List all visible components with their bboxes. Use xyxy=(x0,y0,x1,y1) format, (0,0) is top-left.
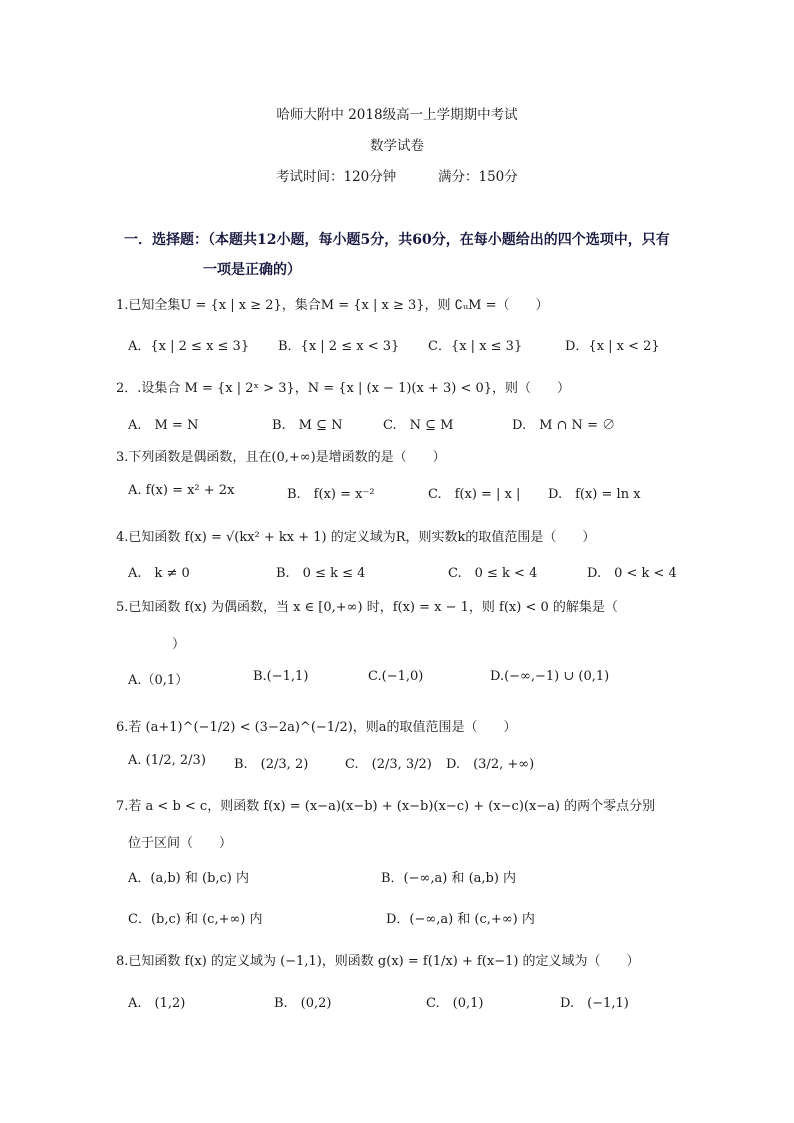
question-5-stem: 5.已知函数 f(x) 为偶函数，当 x ∈ [0,+∞) 时，f(x) = x − 1，则 f(x) < 0 的解集是（ xyxy=(116,600,618,615)
q7-option-d: D．(−∞,a) 和 (c,+∞) 内 xyxy=(386,912,535,927)
exam-title: 哈师大附中 2018级高一上学期期中考试 xyxy=(276,107,518,123)
q6-option-a: A. (1/2, 2/3) xyxy=(128,753,206,768)
full-score: 满分：150分 xyxy=(438,169,518,185)
q1-option-a: A．{x | 2 ≤ x ≤ 3} xyxy=(128,339,250,354)
question-3-stem: 3.下列函数是偶函数，且在(0,+∞)是增函数的是（ ） xyxy=(116,450,446,465)
q4-option-c: C. 0 ≤ k < 4 xyxy=(448,566,538,581)
q5-option-c: C.(−1,0) xyxy=(368,669,424,684)
question-7-stem: 7.若 a < b < c，则函数 f(x) = (x−a)(x−b) + (x−b)(x−c) + (x−c)(x−a) 的两个零点分别 xyxy=(116,799,656,814)
q7-option-c: C．(b,c) 和 (c,+∞) 内 xyxy=(128,912,263,927)
q6-option-d: D. (3/2, +∞) xyxy=(446,757,535,772)
q1-option-b: B．{x | 2 ≤ x < 3} xyxy=(278,339,400,354)
q2-option-b: B. M ⊆ N xyxy=(272,418,343,433)
q8-option-b: B. (0,2) xyxy=(274,996,332,1011)
q1-option-d: D．{x | x < 2} xyxy=(565,339,660,354)
section-title: 一．选择题：（本题共12小题，每小题5分，共60分，在每小题给出的四个选项中，只有 xyxy=(124,232,670,248)
q3-option-b: B. f(x) = x⁻² xyxy=(287,487,375,502)
q6-option-c: C. (2/3, 3/2) xyxy=(345,757,432,772)
q3-option-d: D. f(x) = ln x xyxy=(548,487,641,502)
question-5-stem-cont: ） xyxy=(172,637,186,652)
q5-option-a: A.（0,1） xyxy=(128,673,189,688)
q4-option-b: B. 0 ≤ k ≤ 4 xyxy=(276,566,366,581)
q3-option-c: C. f(x) = | x | xyxy=(428,487,521,502)
q3-option-a: A. f(x) = x² + 2x xyxy=(128,483,235,498)
subject-title: 数学试卷 xyxy=(370,138,424,154)
q2-option-a: A. M = N xyxy=(128,418,199,433)
q8-option-c: C. (0,1) xyxy=(426,996,484,1011)
question-2-stem: 2．.设集合 M = {x | 2ˣ > 3}，N = {x | (x − 1)(x + 3) < 0}，则（ ） xyxy=(116,381,571,396)
q8-option-a: A. (1,2) xyxy=(128,996,186,1011)
q1-option-c: C．{x | x ≤ 3} xyxy=(428,339,523,354)
question-4-stem: 4.已知函数 f(x) = √(kx² + kx + 1) 的定义域为R，则实数k的取值范围是（ ） xyxy=(116,530,596,545)
q7-option-a: A．(a,b) 和 (b,c) 内 xyxy=(128,871,250,886)
q8-option-d: D. (−1,1) xyxy=(560,996,629,1011)
exam-time: 考试时间：120分钟 xyxy=(276,169,397,185)
q5-option-b: B.(−1,1) xyxy=(253,669,309,684)
q7-option-b: B．(−∞,a) 和 (a,b) 内 xyxy=(381,871,517,886)
question-6-stem: 6.若 (a+1)^(−1/2) < (3−2a)^(−1/2)，则a的取值范围是（ ） xyxy=(116,720,517,735)
question-7-stem-cont: 位于区间（ ） xyxy=(128,836,233,851)
question-8-stem: 8.已知函数 f(x) 的定义域为 (−1,1)，则函数 g(x) = f(1/x) + f(x−1) 的定义域为（ ） xyxy=(116,954,640,969)
q2-option-c: C. N ⊆ M xyxy=(383,418,454,433)
q2-option-d: D. M ∩ N = ∅ xyxy=(512,418,616,433)
q5-option-d: D.(−∞,−1) ∪ (0,1) xyxy=(490,669,610,684)
section-title-cont: 一项是正确的） xyxy=(203,262,301,278)
q4-option-d: D. 0 < k < 4 xyxy=(587,566,677,581)
q4-option-a: A. k ≠ 0 xyxy=(128,566,190,581)
question-1-stem: 1.已知全集U = {x | x ≥ 2}，集合M = {x | x ≥ 3}，则 ∁ᵤM =（ ） xyxy=(116,298,549,313)
q6-option-b: B. (2/3, 2) xyxy=(234,757,309,772)
